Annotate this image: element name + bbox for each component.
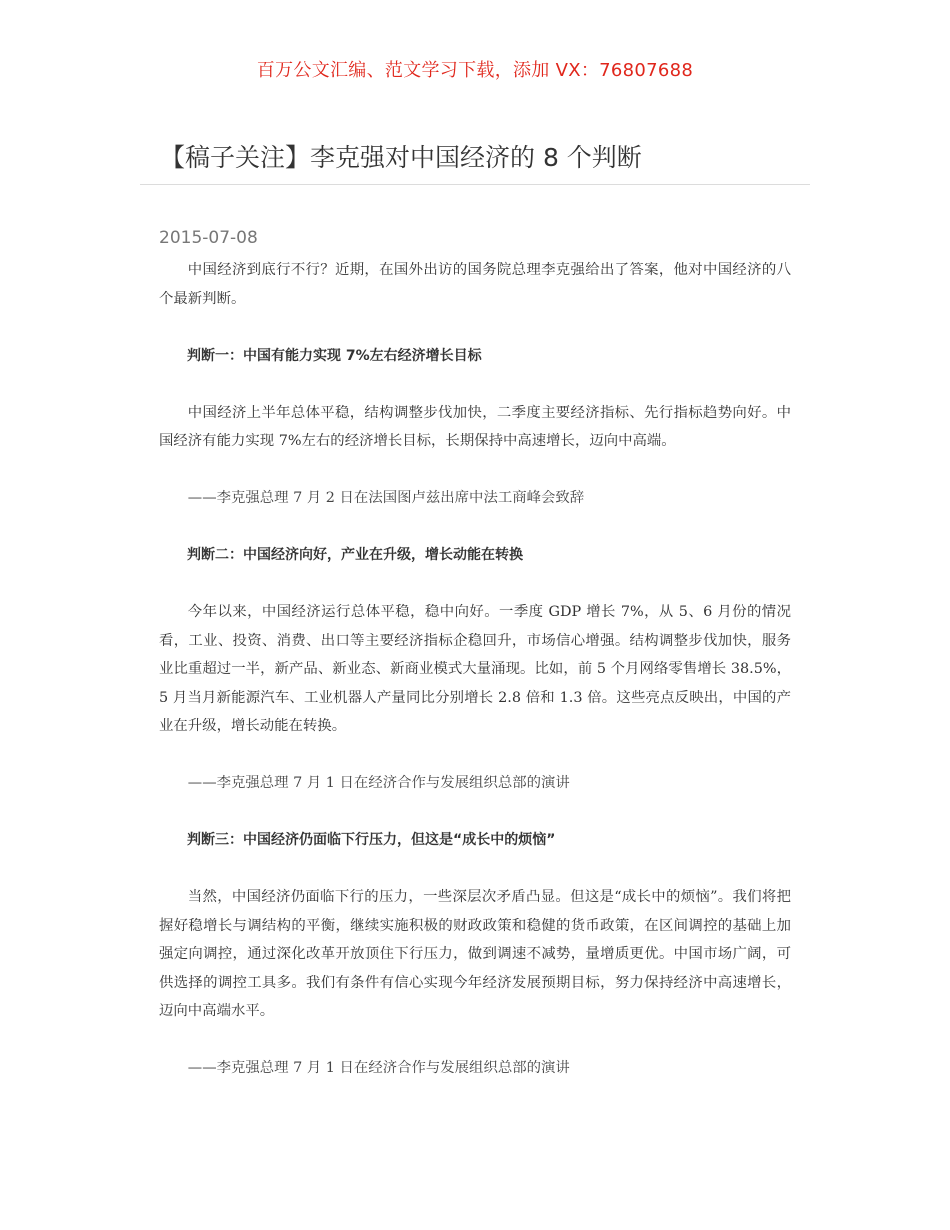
article-title: 【稿子关注】李克强对中国经济的 8 个判断	[160, 143, 642, 172]
publish-date: 2015-07-08	[159, 228, 258, 248]
intro-paragraph: 中国经济到底行不行？近期，在国外出访的国务院总理李克强给出了答案，他对中国经济的八个最新判断。	[159, 262, 791, 307]
section-source: ——李克强总理 7 月 1 日在经济合作与发展组织总部的演讲	[187, 1060, 570, 1076]
section-heading: 判断三：中国经济仍面临下行压力，但这是“成长中的烦恼”	[187, 832, 556, 848]
section-source: ——李克强总理 7 月 1 日在经济合作与发展组织总部的演讲	[187, 775, 570, 791]
section-source: ——李克强总理 7 月 2 日在法国图卢兹出席中法工商峰会致辞	[187, 490, 585, 506]
section-heading: 判断二：中国经济向好，产业在升级，增长动能在转换	[187, 547, 523, 563]
title-divider	[140, 184, 810, 185]
download-banner: 百万公文汇编、范文学习下载，添加 VX：76807688	[256, 60, 694, 81]
section-heading: 判断一：中国有能力实现 7%左右经济增长目标	[187, 347, 482, 364]
section-paragraph: 今年以来，中国经济运行总体平稳，稳中向好。一季度 GDP 增长 7%，从 5、6 月份的情况看，工业、投资、消费、出口等主要经济指标企稳回升，市场信心增强。结构调整步伐加快，服务业比重超过一半，新产品、新业态、新商业模式大量涌现。比如，前 5 个月网络零售增长 38.5%，5 月当月新能源汽车、工业机器人产量同比分别增长 2.8 倍和 1.3 倍。这些亮点反映出，中国的产业在升级，增长动能在转换。	[159, 604, 791, 734]
section-paragraph: 当然，中国经济仍面临下行的压力，一些深层次矛盾凸显。但这是“成长中的烦恼”。我们将把握好稳增长与调结构的平衡，继续实施积极的财政政策和稳健的货币政策，在区间调控的基础上加强定向调控，通过深化改革开放顶住下行压力，做到调速不减势，量增质更优。中国市场广阔，可供选择的调控工具多。我们有条件有信心实现今年经济发展预期目标，努力保持经济中高速增长，迈向中高端水平。	[159, 889, 791, 1019]
article-body	[159, 256, 791, 1083]
section-paragraph: 中国经济上半年总体平稳，结构调整步伐加快，二季度主要经济指标、先行指标趋势向好。中国经济有能力实现 7%左右的经济增长目标，长期保持中高速增长，迈向中高端。	[159, 404, 791, 449]
